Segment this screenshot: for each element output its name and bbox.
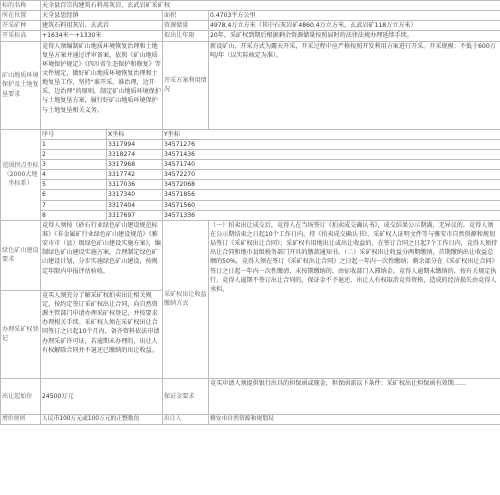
- row-name-label: 标的名称: [1, 1, 41, 11]
- coords-x: 3317968: [107, 159, 163, 169]
- lease-text: （一）拍卖出让成交后，竞得人在当场签订《拍卖成交确认书》，成交结果公示期满，无异议的，竞得人须在公示期结束之日起10个工作日内，持《拍卖成交确认书》、采矿权人证明文件等与雅安市自然资源和规划局签订《采矿权出让合同》；采矿权有用地出让或出让收益的，在签订合同之日起7个工作日内，竞得人须持出让合同和地市县级税务部门开具的缴款通知书。（二）采矿权出让收益分两期缴纳，首期缴纳出让收益总额的50%，竞得人须在签订《采矿权出让合同》之日起一年内一次性缴纳；剩余部分在《采矿权出让合同》签订之日起一年内一次性缴清，未按期缴纳的，由征收部门入滞纳金。竞得人逾期未缴纳的，按有关规定执行，竞得人逾期不签订出让合同的，保证金不予退还，出让人有权取消竞得资格，造成的经济损失由竞得人承担。: [209, 220, 500, 378]
- coords-label: 范围拐点坐标（2000大地坐标系）: [1, 129, 41, 220]
- coords-x: 3317742: [107, 170, 163, 180]
- plan-text: 新设矿山，开采方式为露天开采，开采过程中应严格按照开发利用方案进行开采。开采规模：不低于600万吨/年（以实际核定为准）。: [209, 41, 500, 129]
- coords-header-x: X坐标: [107, 129, 163, 139]
- deposit-text: 竞买申请人须提供银行出具的担保函或现金，担保函需以下条件：采矿权出让担保函有效期……: [209, 378, 500, 414]
- coords-no: 1: [41, 139, 107, 149]
- grantor-label: 出让人: [163, 414, 209, 424]
- ecology-label: 矿山地质环境保护及土地复垦要求: [1, 41, 41, 129]
- row-reserve-label: 资源储量: [163, 21, 209, 31]
- row-location-value: 天全县思经镇: [41, 11, 163, 21]
- coords-x: 3318274: [107, 149, 163, 159]
- coords-y: 34572068: [163, 180, 500, 190]
- coords-row: [1, 210, 500, 220]
- coords-x: 3317340: [107, 190, 163, 200]
- coords-y: 34571336: [163, 210, 500, 220]
- row-term-value: 20年，采矿权到期后根据剩余资源储量按照届时的法律法规办理延续手续。: [209, 31, 500, 41]
- lease-label: 采矿权出让收益缴纳方式: [163, 220, 209, 378]
- coords-no: 5: [41, 180, 107, 190]
- handling-text: 竞买人须充分了解采矿权拍卖出让相关规定，按约定签订采矿权出让合同，向自然资源主管部门申请办理采矿权登记，并按要求办理相关手续。采矿权人须在采矿权出让合同签订之日起10个月内，备齐资料依法申请办理采矿许可证，若逾期未办理的，出让人有权解除合同并不退还已缴纳的出让收益。: [41, 290, 163, 378]
- handling-label: 办理采矿权登记: [1, 290, 41, 378]
- coords-x: 3317404: [107, 200, 163, 210]
- row-area-label: 面积: [163, 11, 209, 21]
- coords-no: 8: [41, 210, 107, 220]
- plan-label: 开采方案利用情况: [163, 41, 209, 129]
- coords-y: 34571560: [163, 200, 500, 210]
- grantor-value: 雅安市自然资源和规划局: [209, 414, 500, 424]
- start-price-value: 24500万元: [41, 378, 163, 414]
- row-term-label: 拟出让年限: [163, 31, 209, 41]
- row-mineral-value: 建筑石料用灰岩、玄武岩: [41, 21, 163, 31]
- ecology-text: 竞得人须编制矿山地质环境恢复治理和土地复垦方案并通过评审备案，依照《矿山地质环境保护规定》《四川省生态保护和修复》等文件规定，做好矿山地质环境恢复治理和土地复垦工作，坚持“谁开采、谁治理，边开采、边治理”的原则，制定矿山地质环境保护与土地复垦方案，履行好矿山地质环境保护与土地复垦相关义务。: [41, 41, 163, 129]
- coords-y: 34571740: [163, 159, 500, 169]
- row-mineral-label: 开采矿种: [1, 21, 41, 31]
- row-location-label: 所在位置: [1, 11, 41, 21]
- row-reserve-value: 4978.4万立方米（其中石灰岩矿4860.4万立方米，玄武岩矿118万立方米）: [209, 21, 500, 31]
- coords-y: 34572270: [163, 170, 500, 180]
- deposit-label: 保证金要求: [163, 378, 209, 414]
- coords-x: 3317036: [107, 180, 163, 190]
- coords-row: [1, 170, 500, 180]
- coords-row: [1, 200, 500, 210]
- coords-header-y: Y坐标: [163, 129, 500, 139]
- start-price-label: 出让起始价: [1, 378, 41, 414]
- coords-row: [1, 159, 500, 169]
- coords-row: [1, 149, 500, 159]
- increment-label: 增价规则: [1, 414, 41, 424]
- coords-row: [1, 139, 500, 149]
- coords-y: 34571856: [163, 190, 500, 200]
- coords-no: 3: [41, 159, 107, 169]
- coords-x: 3317994: [107, 139, 163, 149]
- green-label: 绿色矿山建设要求: [1, 220, 41, 290]
- coords-no: 6: [41, 190, 107, 200]
- coords-header-no: 序号: [41, 129, 107, 139]
- coords-no: 2: [41, 149, 107, 159]
- coords-no: 7: [41, 200, 107, 210]
- increment-value: 人民币100万元或100万元的正整数倍: [41, 414, 163, 424]
- coords-row: [1, 190, 500, 200]
- row-elevation-label: 开采标高: [1, 31, 41, 41]
- green-text: 竞得人须按《砂石行业绿色矿山建设规范标准》《非金属矿行业绿色矿山建设规范》《雅安市市（县）级绿色矿山建设实施方案》，编制绿色矿山建设实施方案，合理制定绿色矿山建设计划，分步实施绿色矿山建设，按规定年限内申报评估验收。: [41, 220, 163, 290]
- row-name-value: 天全县百宗沟建筑石料用灰岩、玄武岩矿采矿权: [41, 1, 500, 11]
- coords-no: 4: [41, 170, 107, 180]
- coords-y: 34571436: [163, 149, 500, 159]
- coords-x: 3317697: [107, 210, 163, 220]
- row-elevation-value: +1634米～+1330米: [41, 31, 163, 41]
- coords-y: 34571276: [163, 139, 500, 149]
- row-area-value: 0.4703平方公里: [209, 11, 500, 21]
- coords-row: [1, 180, 500, 190]
